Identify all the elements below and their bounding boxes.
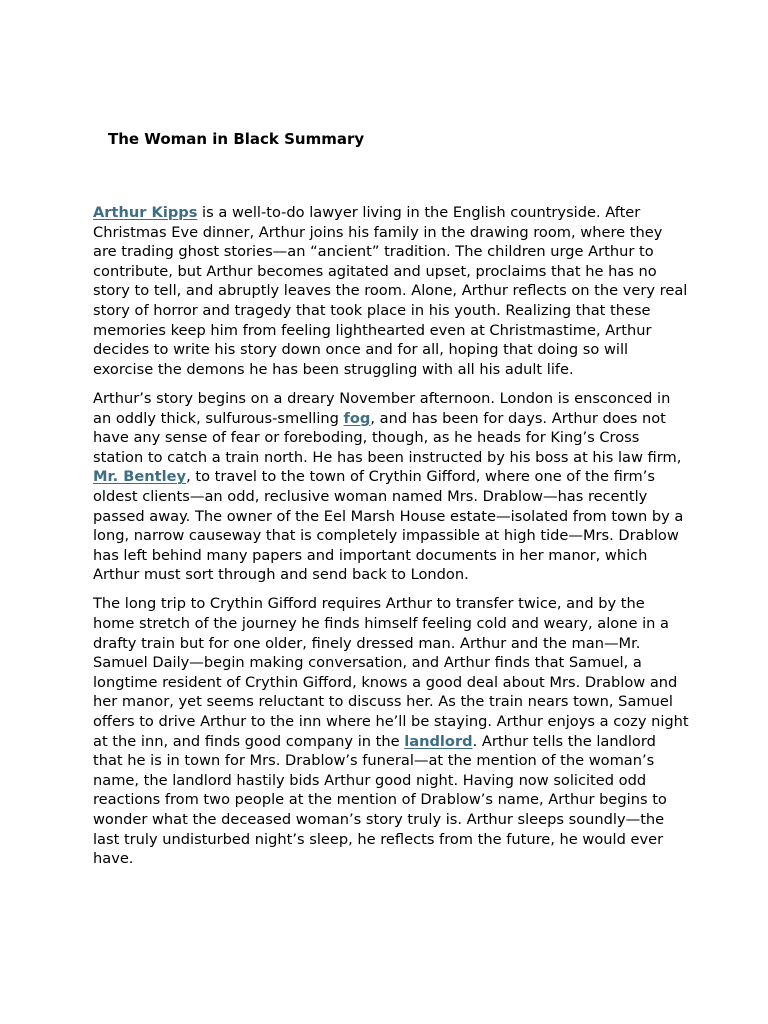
summary-body bbox=[93, 203, 689, 878]
paragraph-2 bbox=[93, 389, 689, 585]
page-title: The Woman in Black Summary bbox=[108, 130, 365, 148]
paragraph-2-text-a: Arthur’s story begins on a dreary November afternoon. London is ensconced in an oddly thick, sulfurous-smelling bbox=[93, 389, 671, 427]
paragraph-3-text-b: . Arthur tells the landlord that he is in town for Mrs. Drablow’s funeral—at the mention of the woman’s name, the landlord hastily bids Arthur good night. Having now solicited odd reactions from two people at the mention of Drablow’s name, Arthur begins to wonder what the deceased woman’s story truly is. Arthur sleeps soundly—the last truly undisturbed night’s sleep, he reflects from the future, he would ever have. bbox=[93, 732, 667, 868]
link-fog[interactable]: fog bbox=[343, 409, 371, 427]
paragraph-2-text-b: , and has been for days. Arthur does not have any sense of fear or foreboding, though, as he heads for King’s Cross station to catch a train north. He has been instructed by his boss at his law firm, bbox=[93, 409, 682, 466]
paragraph-3-text-a: The long trip to Crythin Gifford requires Arthur to transfer twice, and by the home stretch of the journey he finds himself feeling cold and weary, alone in a drafty train but for one older, finely dressed man. Arthur and the man—Mr. Samuel Daily—begin making conversation, and Arthur finds that Samuel, a longtime resident of Crythin Gifford, knows a good deal about Mrs. Drablow and her manor, yet seems reluctant to discuss her. As the train nears town, Samuel offers to drive Arthur to the inn where he’ll be staying. Arthur enjoys a cozy night at the inn, and finds good company in the bbox=[93, 595, 689, 750]
paragraph-2-text-c: , to travel to the town of Crythin Gifford, where one of the firm’s oldest clients—an odd, reclusive woman named Mrs. Drablow—has recently passed away. The owner of the Eel Marsh House estate—isolated from town by a long, narrow causeway that is completely impassible at high tide—Mrs. Drablow has left behind many papers and important documents in her manor, which Arthur must sort through and send back to London. bbox=[93, 468, 684, 584]
link-landlord[interactable]: landlord bbox=[404, 732, 473, 750]
paragraph-1 bbox=[93, 203, 689, 379]
paragraph-3 bbox=[93, 594, 689, 868]
paragraph-1-text: is a well-to-do lawyer living in the English countryside. After Christmas Eve dinner, Arthur joins his family in the drawing room, where they are trading ghost stories—an “ancient” tradition. The children urge Arthur to contribute, but Arthur becomes agitated and upset, proclaims that he has no story to tell, and abruptly leaves the room. Alone, Arthur reflects on the very real story of horror and tragedy that took place in his youth. Realizing that these memories keep him from feeling lighthearted even at Christmastime, Arthur decides to write his story down once and for all, hoping that doing so will exorcise the demons he has been struggling with all his adult life. bbox=[93, 204, 688, 378]
link-mr-bentley[interactable]: Mr. Bentley bbox=[93, 468, 187, 486]
link-arthur-kipps[interactable]: Arthur Kipps bbox=[93, 204, 198, 221]
